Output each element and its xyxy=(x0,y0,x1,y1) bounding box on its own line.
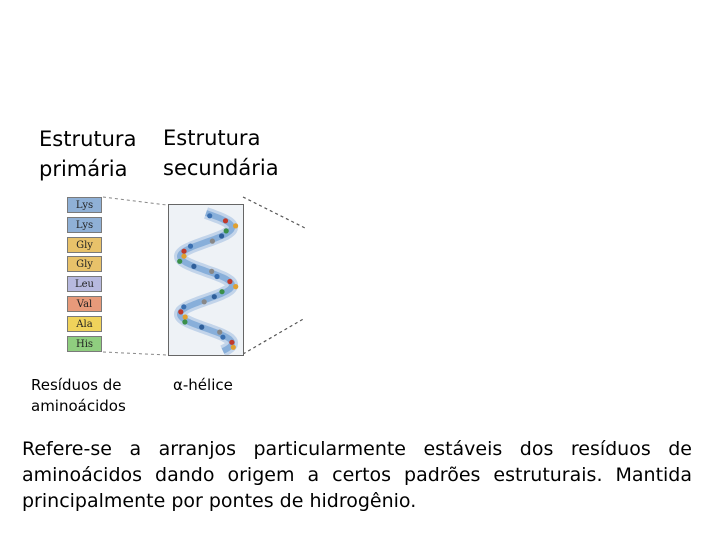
alpha-helix-svg xyxy=(169,205,243,355)
helix-atom xyxy=(188,244,193,249)
secondary-heading-line2: secundária xyxy=(163,156,279,180)
secondary-heading-line1: Estrutura xyxy=(163,126,261,150)
helix-atom xyxy=(210,239,215,244)
residue-his-8: His xyxy=(67,336,102,352)
helix-atom xyxy=(178,309,183,314)
helix-atom xyxy=(220,335,225,340)
helix-atom xyxy=(183,314,188,319)
helix-atom xyxy=(182,319,187,324)
residue-val-6: Val xyxy=(67,296,102,312)
helix-atom xyxy=(214,274,219,279)
residue-gly-3: Gly xyxy=(67,237,102,253)
residue-lys-1: Lys xyxy=(67,197,102,213)
residue-lys-2: Lys xyxy=(67,217,102,233)
residue-leu-5: Leu xyxy=(67,276,102,292)
description-paragraph: Refere-se a arranjos particularmente estáveis dos resíduos de aminoácidos dando origem a certos padrões estruturais. Mantida principalmente por pontes de hidrogênio. xyxy=(22,438,692,512)
amino-acid-chain xyxy=(67,197,102,355)
helix-atom xyxy=(219,289,224,294)
primary-heading-line2: primária xyxy=(39,157,128,181)
helix-atom xyxy=(231,345,236,350)
helix-atom xyxy=(181,249,186,254)
helix-atom xyxy=(219,233,224,238)
helix-caption-text: -hélice xyxy=(182,376,233,394)
helix-atom xyxy=(217,330,222,335)
alpha-symbol: α xyxy=(173,376,183,394)
helix-atom xyxy=(233,223,238,228)
helix-atom xyxy=(207,213,212,218)
helix-atom xyxy=(212,294,217,299)
helix-atom xyxy=(224,228,229,233)
primary-caption-line2: aminoácidos xyxy=(31,397,126,415)
alpha-helix-illustration xyxy=(168,204,244,356)
helix-atom xyxy=(229,340,234,345)
residue-ala-7: Ala xyxy=(67,316,102,332)
helix-atom xyxy=(177,259,182,264)
helix-atom xyxy=(181,254,186,259)
helix-atom xyxy=(223,218,228,223)
helix-atom xyxy=(233,284,238,289)
primary-caption xyxy=(31,375,126,417)
helix-atom xyxy=(191,264,196,269)
helix-atom xyxy=(199,325,204,330)
secondary-caption xyxy=(173,375,233,396)
helix-atom xyxy=(181,304,186,309)
primary-heading-line1: Estrutura xyxy=(39,127,137,151)
helix-atom xyxy=(202,299,207,304)
helix-atom xyxy=(227,279,232,284)
residue-gly-4: Gly xyxy=(67,256,102,272)
helix-atom xyxy=(209,269,214,274)
primary-caption-line1: Resíduos de xyxy=(31,376,122,394)
